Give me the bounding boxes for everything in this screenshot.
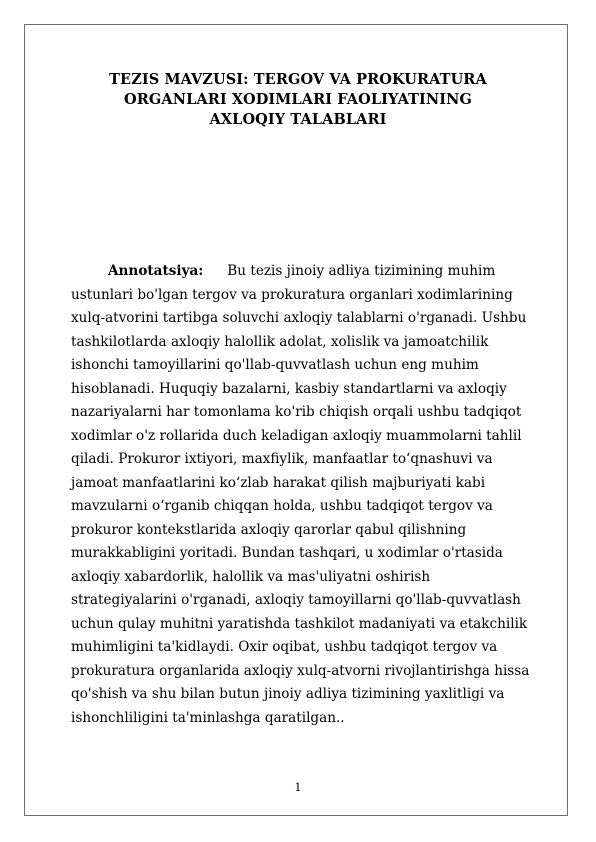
title-line-2: ORGANLARI XODIMLARI FAOLIYATINING — [124, 91, 472, 108]
abstract-label: Annotatsiya: — [108, 263, 204, 279]
abstract-paragraph — [71, 260, 531, 730]
title-line-3: AXLOQIY TALABLARI — [209, 111, 387, 128]
title-line-1: TEZIS MAVZUSI: TERGOV VA PROKURATURA — [109, 71, 487, 88]
abstract-text: Bu tezis jinoiy adliya tizimining muhim ustunlari bo'lgan tergov va prokuratura organlari xodimlarining xulq-atvorini tartibga soluvchi axloqiy talablarni o'rganadi. Ushbu tashkilotlarda axloqiy halollik adolat, xolislik va jamoatchilik ishonchi tamoyillarini qo'llab-quvvatlash uchun eng muhim hisoblanadi. Huquqiy bazalarni, kasbiy standartlarni va axloqiy nazariyalarni har tomonlama ko'rib chiqish orqali ushbu tadqiqot xodimlar o'z rollarida duch keladigan axloqiy muammolarni tahlil qiladi. Prokuror ixtiyori, maxfiylik, manfaatlar to‘qnashuvi va jamoat manfaatlarini ko‘zlab harakat qilish majburiyati kabi mavzularni o‘rganib chiqqan holda, ushbu tadqiqot tergov va prokuror kontekstlarida axloqiy qarorlar qabul qilishning murakkabligini yoritadi. Bundan tashqari, u xodimlar o'rtasida axloqiy xabardorlik, halollik va mas'uliyatni oshirish strategiyalarini o'rganadi, axloqiy tamoyillarni qo'llab-quvvatlash uchun qulay muhitni yaratishda tashkilot madaniyati va etakchilik muhimligini ta'kidlaydi. Oxir oqibat, ushbu tadqiqot tergov va prokuratura organlarida axloqiy xulq-atvorni rivojlantirishga hissa qo'shish va shu bilan butun jinoiy adliya tizimining yaxlitligi va ishonchliligini ta'minlashga qaratilgan.. — [71, 263, 530, 726]
page-number: 1 — [294, 781, 302, 794]
document-title — [60, 70, 536, 130]
